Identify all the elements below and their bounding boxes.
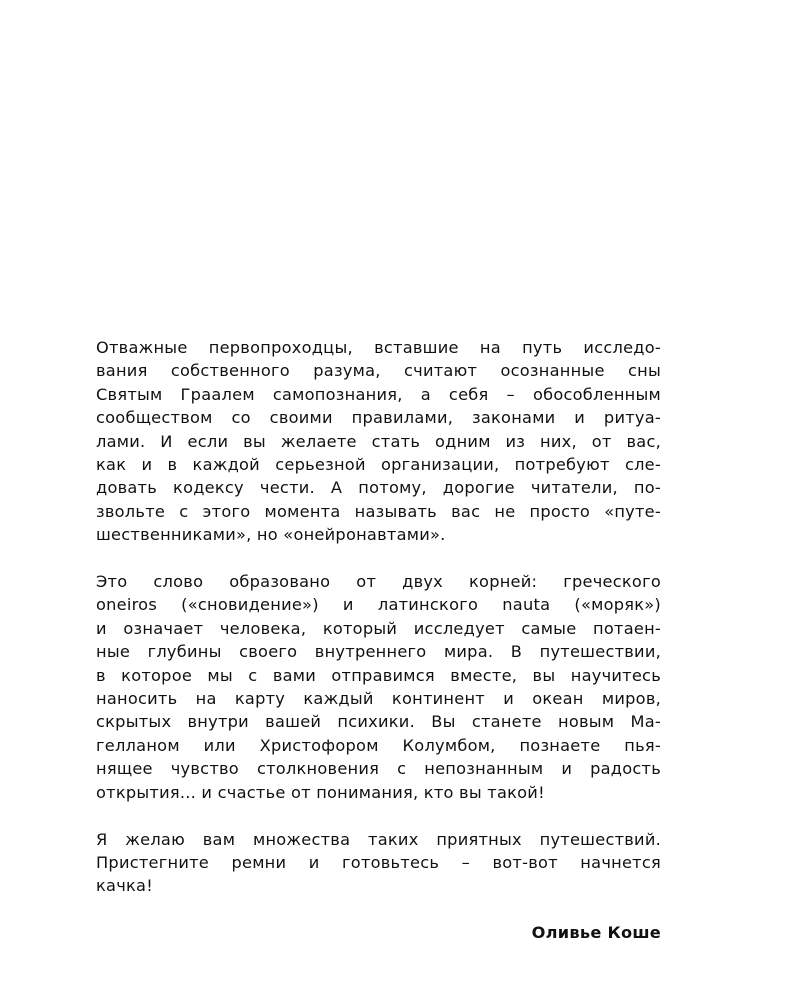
text-line: наносить на карту каждый континент и океан миров,	[96, 689, 661, 709]
text-line: нящее чувство столкновения с непознанным и радость	[96, 759, 661, 779]
text-line: Пристегните ремни и готовьтесь – вот-вот начнется	[96, 852, 661, 872]
text-line: Отважные первопроходцы, вставшие на путь исследо-	[96, 338, 661, 357]
text-line: вания собственного разума, считают осознанные сны	[96, 361, 661, 381]
paragraph-1	[96, 336, 661, 547]
text-line: oneiros («сновидение») и латинского nauta («моряк»)	[96, 595, 661, 615]
text-line: в которое мы с вами отправимся вместе, вы научитесь	[96, 665, 661, 685]
text-line: гелланом или Христофором Колумбом, познаете пья-	[96, 735, 661, 755]
text-line: Это слово образовано от двух корней: греческого	[96, 572, 661, 592]
text-line: как и в каждой серьезной организации, потребуют сле-	[96, 455, 661, 475]
text-line: и означает человека, который исследует самые потаен-	[96, 618, 661, 638]
text-line: сообществом со своими правилами, законами и ритуа-	[96, 408, 661, 428]
paragraph-3	[96, 828, 661, 898]
text-line: звольте с этого момента называть вас не просто «путе-	[96, 501, 661, 521]
text-line: скрытых внутри вашей психики. Вы станете новым Ма-	[96, 712, 661, 732]
text-line: лами. И если вы желаете стать одним из них, от вас,	[96, 431, 661, 451]
text-line: открытия... и счастье от понимания, кто вы такой!	[96, 782, 545, 802]
text-line: качка!	[96, 876, 153, 896]
author-signature: Оливье Коше	[531, 923, 661, 943]
paragraph-2	[96, 570, 661, 804]
text-block	[96, 336, 661, 968]
text-line: ные глубины своего внутреннего мира. В путешествии,	[96, 642, 661, 662]
text-line: шественниками», но «онейронавтами».	[96, 525, 446, 545]
text-line: довать кодексу чести. А потому, дорогие читатели, по-	[96, 478, 661, 498]
text-line: Я желаю вам множества таких приятных путешествий.	[96, 829, 661, 849]
text-line: Святым Граалем самопознания, а себя – обособленным	[96, 384, 661, 404]
